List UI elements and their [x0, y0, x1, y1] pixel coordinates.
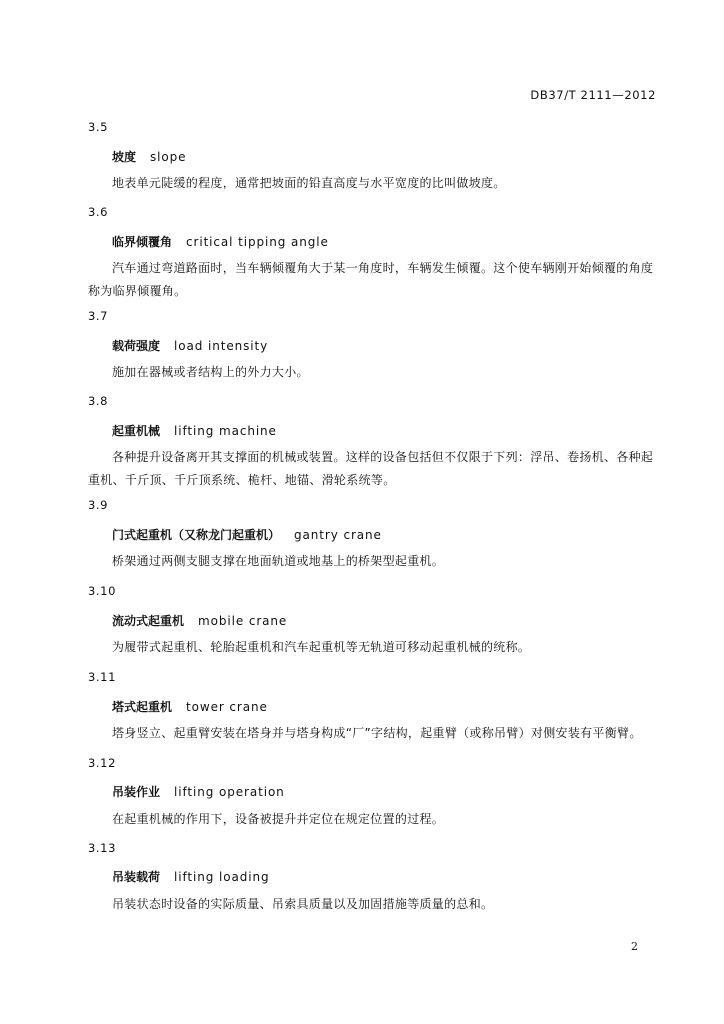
- definition: 吊装状态时设备的实际质量、吊索具质量以及加固措施等质量的总和。: [112, 897, 494, 911]
- term-zh: 门式起重机（又称龙门起重机）: [112, 528, 281, 542]
- definition: 各种提升设备离开其支撑面的机械或装置。这样的设备包括但不仅限于下列：浮吊、卷扬机、各种起重机、千斤顶、千斤顶系统、桅杆、地锚、滑轮系统等。: [88, 450, 654, 487]
- clause-number: 3.13: [88, 841, 117, 855]
- term: [112, 233, 329, 250]
- clause-number: 3.9: [88, 498, 109, 512]
- definition: 为履带式起重机、轮胎起重机和汽车起重机等无轨道可移动起重机械的统称。: [112, 640, 531, 654]
- definition: 施加在器械或者结构上的外力大小。: [112, 365, 309, 379]
- term-en: lifting loading: [174, 870, 270, 884]
- term-en: slope: [150, 150, 187, 164]
- clause-number: 3.7: [88, 309, 109, 323]
- term-en: mobile crane: [198, 614, 288, 628]
- definition: 汽车通过弯道路面时，当车辆倾覆角大于某一角度时，车辆发生倾覆。这个使车辆刚开始倾覆的角度称为临界倾覆角。: [88, 261, 654, 298]
- term: [112, 422, 277, 439]
- term-en: gantry crane: [294, 528, 382, 542]
- term: [112, 698, 268, 715]
- term: [112, 783, 285, 800]
- term-zh: 坡度: [112, 150, 137, 164]
- term-en: tower crane: [186, 700, 268, 714]
- clause-number: 3.10: [88, 584, 117, 598]
- definition: 地表单元陡缓的程度，通常把坡面的铅直高度与水平宽度的比叫做坡度。: [112, 176, 506, 190]
- term-zh: 塔式起重机: [112, 700, 173, 714]
- term: [112, 148, 186, 165]
- term-en: lifting operation: [174, 785, 285, 799]
- standard-code: DB37/T 2111—2012: [530, 88, 656, 102]
- clause-number: 3.11: [88, 670, 117, 684]
- term: [112, 337, 268, 354]
- term-en: critical tipping angle: [186, 235, 329, 249]
- term-zh: 载荷强度: [112, 339, 161, 353]
- term-zh: 吊装作业: [112, 785, 161, 799]
- term-zh: 临界倾覆角: [112, 235, 173, 249]
- page-number: 2: [631, 940, 638, 953]
- term-zh: 起重机械: [112, 424, 161, 438]
- definition: 在起重机械的作用下，设备被提升并定位在规定位置的过程。: [112, 812, 445, 826]
- definition: 塔身竖立、起重臂安装在塔身并与塔身构成“厂”字结构，起重臂（或称吊臂）对侧安装有平衡臂。: [112, 726, 642, 740]
- term-zh: 流动式起重机: [112, 614, 185, 628]
- definition: 桥架通过两侧支腿支撑在地面轨道或地基上的桥架型起重机。: [112, 554, 445, 568]
- term: [112, 868, 269, 885]
- term-en: lifting machine: [174, 424, 277, 438]
- term: [112, 612, 287, 629]
- term-zh: 吊装载荷: [112, 870, 161, 884]
- clause-number: 3.6: [88, 205, 109, 219]
- clause-number: 3.5: [88, 120, 109, 134]
- clause-number: 3.12: [88, 756, 117, 770]
- term: [112, 526, 382, 543]
- clause-number: 3.8: [88, 394, 109, 408]
- term-en: load intensity: [174, 339, 269, 353]
